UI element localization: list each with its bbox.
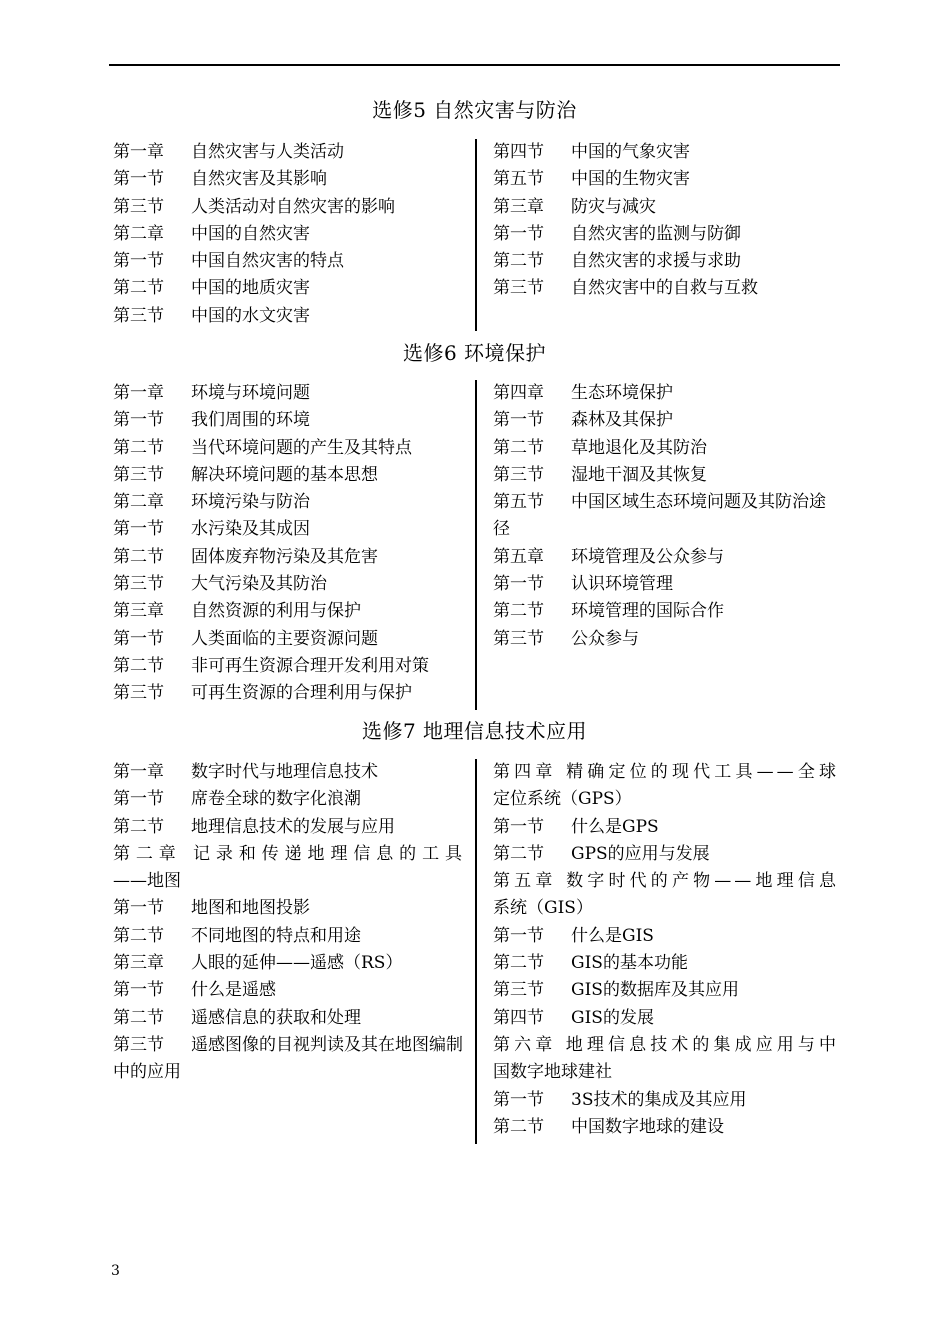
toc-entry: 第一节 自然灾害的监测与防御: [493, 223, 741, 244]
toc-entry: 第一节 我们周围的环境: [113, 410, 310, 431]
toc-entry: 第五节 中国的生物灾害: [493, 169, 690, 190]
section-title-elective-5: 选修5 自然灾害与防治: [372, 98, 577, 122]
toc-entry: 第一章 环境与环境问题: [113, 383, 310, 403]
toc-entry: 第一节 认识环境管理: [493, 574, 673, 595]
toc-entry: 第二节 当代环境问题的产生及其特点: [113, 437, 412, 458]
toc-entry: 第一节 什么是GIS: [493, 925, 654, 946]
section-elective-6: [109, 380, 840, 710]
left-column: [113, 139, 465, 330]
toc-entry: 第三节 湿地干涸及其恢复: [493, 464, 707, 485]
section-elective-7: [109, 759, 840, 1144]
toc-entry: 第二节 GPS的应用与发展: [493, 843, 710, 864]
toc-entry: 第三节 人类活动对自然灾害的影响: [113, 196, 395, 217]
toc-entry: 第一节 人类面临的主要资源问题: [113, 628, 378, 649]
left-column: [113, 759, 465, 1087]
toc-entry: 第三节 自然灾害中的自救与互救: [493, 278, 758, 299]
column-divider: [475, 759, 477, 1144]
column-divider: [475, 139, 477, 331]
toc-entry: 第一节 中国自然灾害的特点: [113, 251, 344, 272]
toc-entry: 第四节 中国的气象灾害: [493, 142, 690, 162]
right-column: [493, 759, 839, 1141]
toc-entry: 第一节 自然灾害及其影响: [113, 169, 327, 190]
toc-entry: 第三章 自然资源的利用与保护: [113, 601, 361, 622]
header-rule: [109, 64, 840, 66]
toc-entry: 第四章 生态环境保护: [493, 383, 673, 403]
toc-entry: 第三节 中国的水文灾害: [113, 305, 310, 326]
toc-entry-wrapped: 第六章 地理信息技术的集成应用与中 国数字地球建社: [493, 1034, 839, 1083]
section-elective-5: [109, 139, 840, 335]
toc-entry: 第一章 自然灾害与人类活动: [113, 142, 344, 162]
toc-entry: 第二章 环境污染与防治: [113, 492, 310, 513]
right-column: [493, 380, 839, 653]
section-title-elective-6: 选修6 环境保护: [402, 341, 547, 365]
toc-entry-wrapped: 第五章 数字时代的产物——地理信息 系统（GIS）: [493, 871, 839, 919]
toc-entry: 第三章 防灾与减灾: [493, 196, 656, 217]
toc-entry: 第二节 不同地图的特点和用途: [113, 925, 361, 946]
section-title-elective-7: 选修7 地理信息技术应用: [361, 719, 588, 743]
toc-entry: 第二节 遥感信息的获取和处理: [113, 1007, 361, 1028]
toc-entry: 第二节 固体废弃物污染及其危害: [113, 546, 378, 567]
page-number: 3: [111, 1263, 120, 1279]
toc-entry: 第二节 地理信息技术的发展与应用: [113, 816, 395, 837]
toc-entry: 第三节 大气污染及其防治: [113, 574, 327, 595]
toc-entry: 第一节 森林及其保护: [493, 410, 673, 431]
toc-entry: 第一节 地图和地图投影: [113, 898, 310, 919]
toc-entry: 第一节 水污染及其成因: [113, 519, 310, 540]
toc-entry: 第二节 中国的地质灾害: [113, 278, 310, 299]
toc-entry: 第二节 GIS的基本功能: [493, 953, 688, 974]
toc-entry: 第二节 中国数字地球的建设: [493, 1116, 724, 1137]
toc-entry: 第一节 席卷全球的数字化浪潮: [113, 789, 361, 810]
toc-entry: 第五节 中国区域生态环境问题及其防治途径: [493, 492, 826, 540]
toc-entry: 第三节 可再生资源的合理利用与保护: [113, 683, 412, 704]
toc-entry: 第二节 自然灾害的求援与求助: [493, 251, 741, 272]
right-column: [493, 139, 839, 303]
toc-entry: 第一节 什么是遥感: [113, 980, 276, 1001]
toc-entry-wrapped: 第二章 记录和传递地理信息的工具 ——地图: [113, 843, 465, 892]
toc-entry-wrapped: 第四章 精确定位的现代工具——全球 定位系统（GPS）: [493, 762, 839, 810]
toc-entry: 第四节 GIS的发展: [493, 1007, 654, 1028]
toc-entry: 第二节 非可再生资源合理开发利用对策: [113, 655, 429, 676]
column-divider: [475, 380, 477, 710]
toc-entry: 第五章 环境管理及公众参与: [493, 546, 724, 567]
toc-entry: 第三章 人眼的延伸——遥感（RS）: [113, 953, 403, 974]
toc-entry: 第一章 数字时代与地理信息技术: [113, 762, 378, 782]
toc-entry: 第一节 3S技术的集成及其应用: [493, 1089, 747, 1110]
toc-entry: 第三节 解决环境问题的基本思想: [113, 464, 378, 485]
toc-entry: 第二节 草地退化及其防治: [493, 437, 707, 458]
toc-entry: 第三节 GIS的数据库及其应用: [493, 980, 739, 1001]
toc-entry: 第三节 遥感图像的目视判读及其在地图编制中的应用: [113, 1034, 463, 1083]
left-column: [113, 380, 465, 708]
toc-entry: 第二章 中国的自然灾害: [113, 223, 310, 244]
toc-entry: 第一节 什么是GPS: [493, 816, 659, 837]
toc-entry: 第三节 公众参与: [493, 628, 639, 649]
toc-entry: 第二节 环境管理的国际合作: [493, 601, 724, 622]
